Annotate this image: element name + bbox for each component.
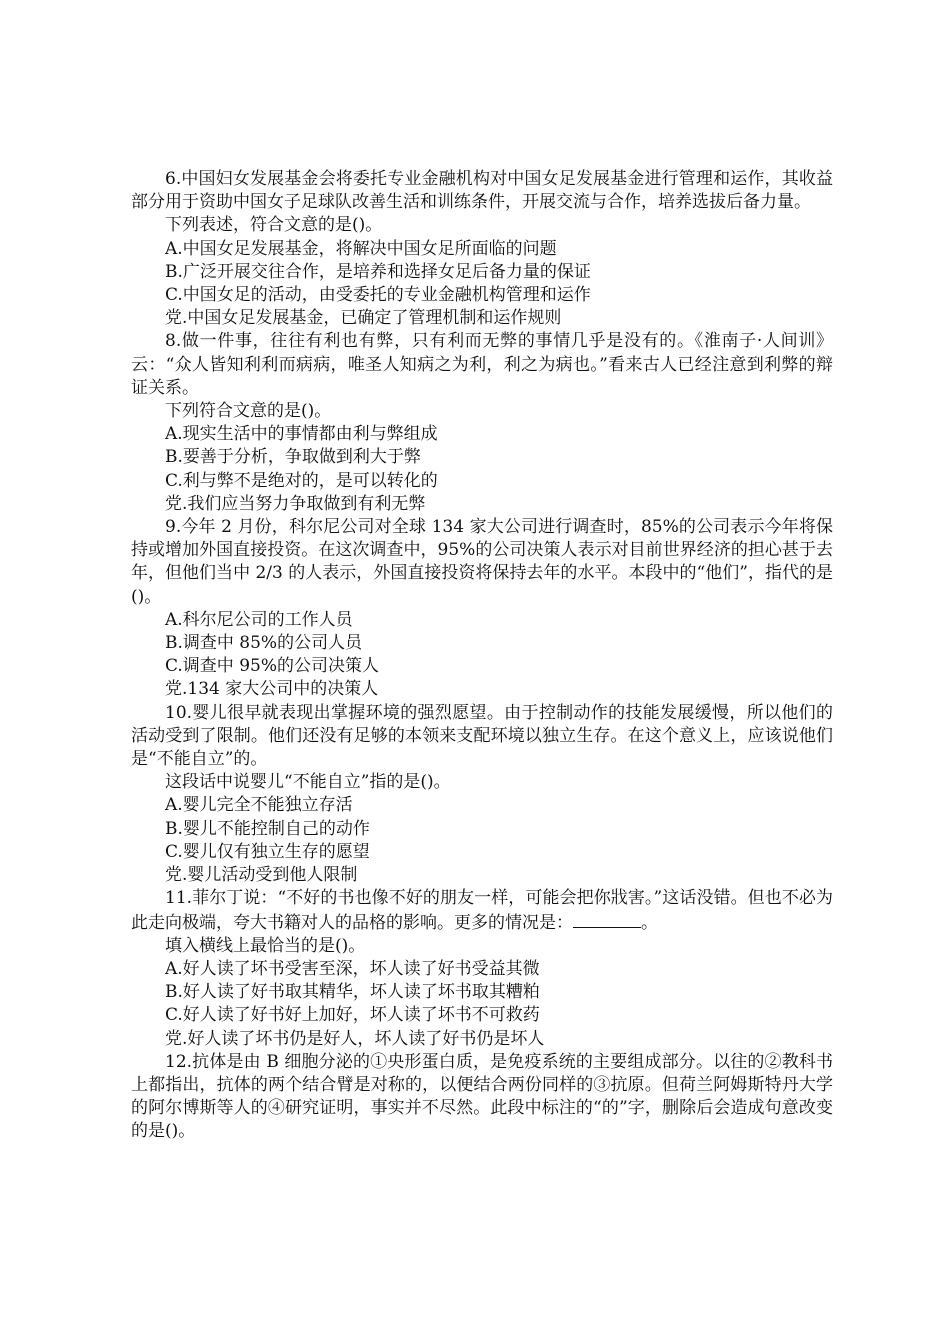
- question-stem-end: 。: [641, 912, 658, 933]
- option-a: A.现实生活中的事情都由利与弊组成: [165, 424, 438, 445]
- document-page: [131, 168, 833, 1144]
- option-b: B.广泛开展交往合作，是培养和选择女足后备力量的保证: [165, 261, 591, 282]
- option-d: 党.我们应当努力争取做到有利无弊: [165, 493, 426, 514]
- question-stem: [131, 887, 833, 934]
- option-b: B.婴儿不能控制自己的动作: [165, 818, 370, 839]
- question-prompt: 填入横线上最恰当的是()。: [165, 935, 366, 956]
- option-d: 党.中国女足发展基金，已确定了管理机制和运作规则: [165, 308, 562, 329]
- question-stem: 9.今年 2 月份，科尔尼公司对全球 134 家大公司进行调查时，85%的公司表示今年将保持或增加外国直接投资。在这次调查中，95%的公司决策人表示对目前世界经济的担心甚于去年，但他们当中 2/3 的人表示，外国直接投资将保持去年的水平。本段中的“他们”，指代的是()。: [131, 517, 833, 607]
- option-b: B.好人读了好书取其精华，坏人读了坏书取其糟粕: [165, 982, 540, 1003]
- question-stem: 12.抗体是由 B 细胞分泌的①央形蛋白质，是免疫系统的主要组成部分。以往的②教科书上都指出，抗体的两个结合臂是对称的，以便结合两份同样的③抗原。但荷兰阿姆斯特丹大学的阿尔博斯等人的④研究证明，事实并不尽然。此段中标注的“的”字，删除后会造成句意改变的是()。: [131, 1051, 833, 1142]
- option-d: 党.婴儿活动受到他人限制: [165, 865, 358, 886]
- option-d: 党.134 家大公司中的决策人: [165, 679, 379, 700]
- question-10: [131, 702, 833, 888]
- question-prompt: 下列符合文意的是()。: [165, 401, 332, 422]
- option-c: C.好人读了好书好上加好，坏人读了坏书不可救药: [165, 1005, 540, 1026]
- question-11: [131, 887, 833, 1050]
- question-8: [131, 330, 833, 516]
- option-b: B.调查中 85%的公司人员: [165, 633, 363, 654]
- option-c: C.利与弊不是绝对的，是可以转化的: [165, 470, 438, 491]
- question-stem: 8.做一件事，往往有利也有弊，只有利而无弊的事情几乎是没有的。《淮南子·人间训》云：“众人皆知利利而病病，唯圣人知病之为利，利之为病也。”看来古人已经注意到利弊的辩证关系。: [131, 331, 833, 398]
- option-a: A.好人读了坏书受害至深，坏人读了好书受益其微: [165, 958, 540, 979]
- option-c: C.婴儿仅有独立生存的愿望: [165, 841, 370, 862]
- option-a: A.科尔尼公司的工作人员: [165, 609, 353, 630]
- question-prompt: 下列表述，符合文意的是()。: [165, 215, 383, 236]
- option-a: A.中国女足发展基金，将解决中国女足所面临的问题: [165, 238, 557, 259]
- question-stem-text: 11.菲尔丁说：“不好的书也像不好的朋友一样，可能会把你戕害。”这话没错。但也不必为此走向极端，夸大书籍对人的品格的影响。更多的情况是：: [131, 888, 833, 933]
- fill-in-blank-line: [573, 911, 641, 928]
- option-a: A.婴儿完全不能独立存活: [165, 795, 353, 816]
- option-c: C.中国女足的活动，由受委托的专业金融机构管理和运作: [165, 285, 591, 306]
- question-prompt: 这段话中说婴儿“不能自立”指的是()。: [165, 772, 451, 793]
- question-12: [131, 1051, 833, 1144]
- option-c: C.调查中 95%的公司决策人: [165, 656, 379, 677]
- option-b: B.要善于分析，争取做到利大于弊: [165, 447, 421, 468]
- question-stem: 10.婴儿很早就表现出掌握环境的强烈愿望。由于控制动作的技能发展缓慢，所以他们的活动受到了限制。他们还没有足够的本领来支配环境以独立生存。在这个意义上，应该说他们是“不能自立”的。: [131, 702, 833, 770]
- option-d: 党.好人读了坏书仍是好人，坏人读了好书仍是坏人: [165, 1028, 545, 1049]
- question-9: [131, 516, 833, 702]
- question-stem: 6.中国妇女发展基金会将委托专业金融机构对中国女足发展基金进行管理和运作，其收益部分用于资助中国女子足球队改善生活和训练条件，开展交流与合作，培养选拔后备力量。: [131, 169, 833, 213]
- question-6: [131, 168, 833, 330]
